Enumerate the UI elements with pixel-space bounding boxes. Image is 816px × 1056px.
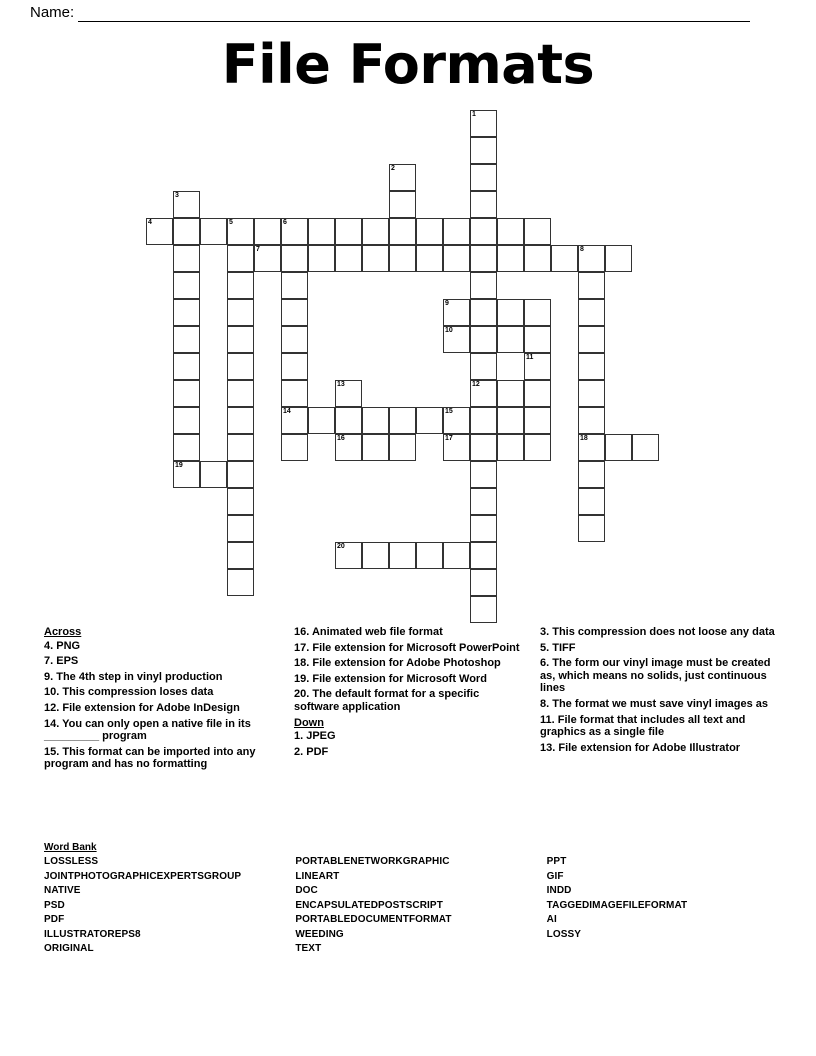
crossword-cell[interactable] [200, 461, 227, 488]
word-bank-word[interactable]: PORTABLEDOCUMENTFORMAT [295, 914, 452, 925]
crossword-cell[interactable] [389, 164, 416, 191]
crossword-cell[interactable] [281, 380, 308, 407]
page-title: File Formats [221, 33, 595, 96]
crossword-cell[interactable] [605, 245, 632, 272]
word-bank-word[interactable]: TAGGEDIMAGEFILEFORMAT [546, 899, 688, 911]
crossword-cell-number: 6 [283, 219, 287, 226]
down-heading: Down [294, 716, 324, 729]
crossword-cell-number: 15 [445, 408, 453, 415]
clue-item[interactable]: 8. The format we must save vinyl images as [540, 697, 769, 710]
clue-column-right [540, 626, 784, 757]
clue-item[interactable]: 11. File format that includes all text and graphics as a single file [540, 713, 746, 739]
crossword-cell-number: 1 [472, 111, 476, 118]
word-bank-word[interactable]: DOC [295, 885, 318, 896]
crossword-cell[interactable] [281, 353, 308, 380]
crossword-cell[interactable] [281, 218, 308, 245]
word-bank-word[interactable]: LINEART [295, 870, 340, 882]
clue-item[interactable]: 16. Animated web file format [294, 626, 443, 638]
word-bank-word[interactable]: ILLUSTRATOREPS8 [44, 928, 141, 940]
crossword-cell[interactable] [308, 407, 335, 434]
clue-item[interactable]: 2. PDF [294, 745, 329, 758]
crossword-cell[interactable] [173, 353, 200, 380]
crossword-cell[interactable] [524, 380, 551, 407]
crossword-cell[interactable] [281, 299, 308, 326]
crossword-cell[interactable] [227, 434, 254, 461]
crossword-cell[interactable] [389, 407, 416, 434]
crossword-cell[interactable] [362, 245, 389, 272]
crossword-cell[interactable] [362, 434, 389, 461]
crossword-cell[interactable] [470, 137, 497, 164]
crossword-cell[interactable] [389, 434, 416, 461]
crossword-cell[interactable] [443, 542, 470, 569]
crossword-cell-number: 7 [256, 246, 260, 253]
crossword-cell[interactable] [335, 542, 362, 569]
crossword-cell[interactable] [389, 218, 416, 245]
crossword-cell[interactable] [227, 272, 254, 299]
crossword-cell[interactable] [497, 326, 524, 353]
clue-item[interactable]: 13. File extension for Adobe Illustrator [540, 741, 741, 754]
crossword-cell[interactable] [497, 245, 524, 272]
crossword-cell-number: 9 [445, 300, 449, 307]
crossword-cell[interactable] [227, 218, 254, 245]
clue-item[interactable]: 6. The form our vinyl image must be created as, which means no solids, just continuous lines [540, 657, 771, 695]
crossword-cell[interactable] [227, 353, 254, 380]
crossword-cell[interactable] [524, 245, 551, 272]
crossword-cell[interactable] [335, 380, 362, 407]
word-bank-word[interactable]: PSD [44, 899, 65, 911]
crossword-cell[interactable] [281, 272, 308, 299]
word-bank-word[interactable]: ENCAPSULATEDPOSTSCRIPT [295, 899, 443, 911]
crossword-cell[interactable] [335, 245, 362, 272]
crossword-cell[interactable] [281, 407, 308, 434]
crossword-cell[interactable] [281, 434, 308, 461]
crossword-cell[interactable] [470, 272, 497, 299]
word-bank-column [295, 855, 532, 957]
crossword-cell[interactable] [524, 353, 551, 380]
crossword-cell[interactable] [362, 542, 389, 569]
clue-section [44, 626, 784, 774]
crossword-cell[interactable] [308, 245, 335, 272]
crossword-cell[interactable] [227, 461, 254, 488]
word-bank-word[interactable]: AI [546, 914, 557, 925]
clue-item[interactable]: 5. TIFF [540, 641, 576, 654]
clue-item[interactable]: 12. File extension for Adobe InDesign [44, 701, 240, 714]
crossword-cell[interactable] [497, 407, 524, 434]
crossword-cell[interactable] [497, 434, 524, 461]
word-bank-word[interactable]: GIF [546, 870, 564, 882]
word-bank-word[interactable]: ORIGINAL [44, 943, 94, 954]
crossword-cell[interactable] [146, 218, 173, 245]
crossword-cell-number: 20 [337, 543, 345, 550]
word-bank-word[interactable]: NATIVE [44, 885, 81, 896]
crossword-cell-number: 5 [229, 219, 233, 226]
clue-item[interactable]: 18. File extension for Adobe Photoshop [294, 657, 501, 670]
crossword-cell[interactable] [632, 434, 659, 461]
crossword-cell[interactable] [470, 110, 497, 137]
crossword-cell[interactable] [227, 569, 254, 596]
crossword-cell[interactable] [227, 542, 254, 569]
crossword-cell[interactable] [470, 569, 497, 596]
crossword-cell[interactable] [416, 218, 443, 245]
clue-item[interactable]: 1. JPEG [294, 730, 336, 743]
crossword-cell[interactable] [443, 299, 470, 326]
crossword-cell[interactable] [173, 461, 200, 488]
crossword-cell[interactable] [335, 218, 362, 245]
crossword-cell[interactable] [497, 380, 524, 407]
crossword-cell[interactable] [578, 353, 605, 380]
word-bank-column [44, 855, 281, 957]
crossword-cell[interactable] [470, 380, 497, 407]
crossword-cell[interactable] [200, 218, 227, 245]
word-bank-word[interactable]: PDF [44, 914, 65, 925]
crossword-cell[interactable] [227, 407, 254, 434]
clue-item[interactable]: 15. This format can be imported into any program and has no formatting [44, 745, 256, 771]
crossword-cell[interactable] [173, 380, 200, 407]
crossword-cell[interactable] [173, 434, 200, 461]
crossword-cell[interactable] [470, 245, 497, 272]
crossword-cell[interactable] [389, 542, 416, 569]
clue-item[interactable]: 10. This compression loses data [44, 686, 214, 699]
crossword-cell[interactable] [389, 245, 416, 272]
crossword-cell[interactable] [173, 245, 200, 272]
crossword-cell[interactable] [578, 461, 605, 488]
clue-item[interactable]: 17. File extension for Microsoft PowerPoint [294, 641, 520, 654]
crossword-cell[interactable] [470, 218, 497, 245]
word-bank-heading: Word Bank [44, 842, 97, 853]
crossword-cell[interactable] [227, 326, 254, 353]
clue-column-left [44, 626, 280, 774]
crossword-cell[interactable] [470, 191, 497, 218]
crossword-cell[interactable] [254, 218, 281, 245]
crossword-cell-number: 19 [175, 462, 183, 469]
word-bank-word[interactable]: TEXT [295, 943, 322, 954]
crossword-cell[interactable] [308, 218, 335, 245]
crossword-cell[interactable] [389, 191, 416, 218]
crossword-cell[interactable] [335, 434, 362, 461]
crossword-cell[interactable] [470, 299, 497, 326]
crossword-cell[interactable] [578, 515, 605, 542]
word-bank-word[interactable]: INDD [546, 885, 572, 896]
crossword-cell-number: 13 [337, 381, 345, 388]
word-bank-section [44, 842, 784, 957]
crossword-cell[interactable] [470, 164, 497, 191]
crossword-cell[interactable] [524, 218, 551, 245]
clue-item[interactable]: 20. The default format for a specific software application [294, 688, 480, 713]
crossword-cell[interactable] [470, 596, 497, 623]
word-bank-word[interactable]: LOSSY [546, 928, 582, 940]
crossword-cell[interactable] [173, 326, 200, 353]
crossword-cell[interactable] [578, 434, 605, 461]
crossword-cell[interactable] [578, 380, 605, 407]
crossword-cell-number: 4 [148, 219, 152, 226]
crossword-cell[interactable] [227, 245, 254, 272]
crossword-cell-number: 16 [337, 435, 345, 442]
word-bank-column [547, 855, 784, 942]
crossword-cell[interactable] [470, 407, 497, 434]
crossword-cell-number: 14 [283, 408, 291, 415]
crossword-cell[interactable] [443, 407, 470, 434]
crossword-cell[interactable] [173, 407, 200, 434]
word-bank-word[interactable]: PORTABLENETWORKGRAPHIC [295, 856, 450, 867]
crossword-cell[interactable] [524, 299, 551, 326]
crossword-cell-number: 2 [391, 165, 395, 172]
clue-item[interactable]: 7. EPS [44, 655, 79, 668]
crossword-cell[interactable] [578, 245, 605, 272]
clue-item[interactable]: 14. You can only open a native file in its _________ program [44, 717, 251, 743]
crossword-cell[interactable] [551, 245, 578, 272]
crossword-cell[interactable] [362, 218, 389, 245]
crossword-cell[interactable] [470, 461, 497, 488]
crossword-cell-number: 8 [580, 246, 584, 253]
crossword-cell[interactable] [416, 407, 443, 434]
crossword-cell[interactable] [524, 407, 551, 434]
word-bank-columns [44, 855, 784, 957]
crossword-cell[interactable] [227, 299, 254, 326]
crossword-cell[interactable] [281, 245, 308, 272]
crossword-cell-number: 10 [445, 327, 453, 334]
crossword-cell[interactable] [578, 299, 605, 326]
crossword-cell-number: 18 [580, 435, 588, 442]
crossword-cell[interactable] [173, 299, 200, 326]
crossword-cell[interactable] [443, 326, 470, 353]
crossword-cell-number: 3 [175, 192, 179, 199]
crossword-cell[interactable] [578, 407, 605, 434]
crossword-cell[interactable] [524, 434, 551, 461]
clue-item[interactable]: 4. PNG [44, 639, 81, 652]
crossword-cell[interactable] [173, 272, 200, 299]
crossword-cell[interactable] [470, 326, 497, 353]
crossword-cell-number: 11 [526, 354, 534, 361]
crossword-cell[interactable] [173, 191, 200, 218]
crossword-cell[interactable] [227, 488, 254, 515]
crossword-cell[interactable] [227, 515, 254, 542]
crossword-cell[interactable] [254, 245, 281, 272]
clue-column-middle [294, 626, 526, 761]
crossword-cell[interactable] [470, 353, 497, 380]
crossword-cell[interactable] [524, 326, 551, 353]
crossword-cell[interactable] [416, 245, 443, 272]
crossword-cell[interactable] [173, 218, 200, 245]
clue-item[interactable]: 9. The 4th step in vinyl production [44, 670, 223, 683]
clue-item[interactable]: 19. File extension for Microsoft Word [294, 672, 487, 685]
crossword-cell[interactable] [227, 380, 254, 407]
across-heading: Across [44, 626, 82, 638]
word-bank-word[interactable]: WEEDING [295, 928, 344, 940]
clue-item[interactable]: 3. This compression does not loose any data [540, 626, 775, 638]
crossword-cell[interactable] [443, 218, 470, 245]
crossword-cell[interactable] [443, 434, 470, 461]
crossword-cell[interactable] [605, 434, 632, 461]
crossword-cell[interactable] [497, 218, 524, 245]
word-bank-word[interactable]: JOINTPHOTOGRAPHICEXPERTSGROUP [44, 870, 242, 882]
crossword-cell-number: 12 [472, 381, 480, 388]
crossword-cell[interactable] [335, 407, 362, 434]
crossword-cell[interactable] [362, 407, 389, 434]
word-bank-word[interactable]: LOSSLESS [44, 856, 99, 867]
crossword-cell[interactable] [443, 245, 470, 272]
crossword-cell[interactable] [578, 272, 605, 299]
crossword-cell[interactable] [416, 542, 443, 569]
crossword-cell[interactable] [497, 299, 524, 326]
crossword-cell[interactable] [578, 326, 605, 353]
crossword-cell[interactable] [281, 326, 308, 353]
name-label: Name: [30, 4, 75, 21]
crossword-cell[interactable] [470, 515, 497, 542]
crossword-cell-number: 17 [445, 435, 453, 442]
word-bank-word[interactable]: PPT [546, 856, 567, 867]
crossword-cell[interactable] [470, 434, 497, 461]
crossword-cell[interactable] [578, 488, 605, 515]
crossword-cell[interactable] [470, 542, 497, 569]
crossword-cell[interactable] [470, 488, 497, 515]
